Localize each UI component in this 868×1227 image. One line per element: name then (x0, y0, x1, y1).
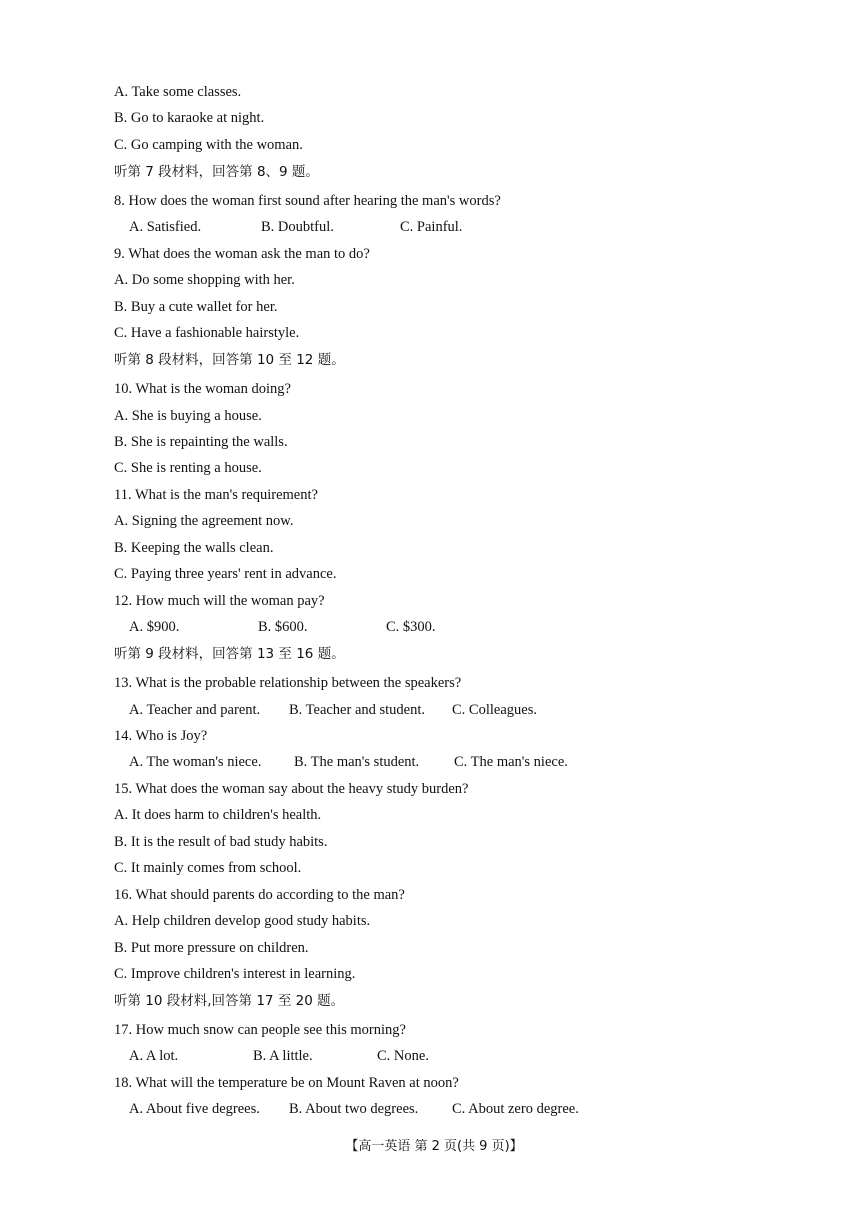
q7-option-c: C. Go camping with the woman. (114, 137, 303, 153)
q11-option-a: A. Signing the agreement now. (114, 513, 294, 529)
q16-option-c: C. Improve children's interest in learning. (114, 966, 356, 982)
section-instruction-9: 听第 9 段材料，回答第 13 至 16 题。 (114, 646, 345, 662)
question-13: 13. What is the probable relationship between the speakers? (114, 675, 462, 691)
question-14: 14. Who is Joy? (114, 728, 208, 744)
q10-option-c: C. She is renting a house. (114, 460, 262, 476)
section-instruction-10: 听第 10 段材料,回答第 17 至 20 题。 (114, 993, 345, 1009)
page-footer: 【高一英语 第 2 页(共 9 页)】 (345, 1139, 523, 1154)
q13-option-c: C. Colleagues. (452, 702, 537, 718)
question-11: 11. What is the man's requirement? (114, 487, 318, 503)
q8-option-b: B. Doubtful. (261, 219, 334, 235)
question-12: 12. How much will the woman pay? (114, 593, 325, 609)
q10-option-b: B. She is repainting the walls. (114, 434, 288, 450)
question-15: 15. What does the woman say about the heavy study burden? (114, 781, 469, 797)
q8-option-a: A. Satisfied. (129, 219, 202, 235)
q15-option-a: A. It does harm to children's health. (114, 807, 322, 823)
question-8: 8. How does the woman first sound after hearing the man's words? (114, 193, 501, 209)
q9-option-c: C. Have a fashionable hairstyle. (114, 325, 300, 341)
q18-option-c: C. About zero degree. (452, 1101, 579, 1117)
q11-option-c: C. Paying three years' rent in advance. (114, 566, 337, 582)
q12-option-c: C. $300. (386, 619, 436, 635)
q17-option-a: A. A lot. (129, 1048, 179, 1064)
q9-option-a: A. Do some shopping with her. (114, 272, 295, 288)
q15-option-c: C. It mainly comes from school. (114, 860, 302, 876)
q9-option-b: B. Buy a cute wallet for her. (114, 299, 278, 315)
q11-option-b: B. Keeping the walls clean. (114, 540, 274, 556)
question-9: 9. What does the woman ask the man to do? (114, 246, 370, 262)
q14-option-b: B. The man's student. (294, 754, 420, 770)
q17-option-b: B. A little. (253, 1048, 313, 1064)
question-17: 17. How much snow can people see this morning? (114, 1022, 406, 1038)
q18-option-a: A. About five degrees. (129, 1101, 260, 1117)
q12-option-a: A. $900. (129, 619, 180, 635)
q17-option-c: C. None. (377, 1048, 429, 1064)
q14-option-c: C. The man's niece. (454, 754, 568, 770)
q16-option-b: B. Put more pressure on children. (114, 940, 309, 956)
question-18: 18. What will the temperature be on Mount Raven at noon? (114, 1075, 459, 1091)
q7-option-b: B. Go to karaoke at night. (114, 110, 265, 126)
question-16: 16. What should parents do according to the man? (114, 887, 405, 903)
question-10: 10. What is the woman doing? (114, 381, 291, 397)
q12-option-b: B. $600. (258, 619, 308, 635)
section-instruction-8: 听第 8 段材料，回答第 10 至 12 题。 (114, 352, 345, 368)
q10-option-a: A. She is buying a house. (114, 408, 262, 424)
section-instruction-7: 听第 7 段材料，回答第 8、9 题。 (114, 164, 319, 180)
q16-option-a: A. Help children develop good study habits. (114, 913, 371, 929)
q15-option-b: B. It is the result of bad study habits. (114, 834, 328, 850)
q13-option-b: B. Teacher and student. (289, 702, 426, 718)
q8-option-c: C. Painful. (400, 219, 463, 235)
q18-option-b: B. About two degrees. (289, 1101, 419, 1117)
q14-option-a: A. The woman's niece. (129, 754, 262, 770)
q7-option-a: A. Take some classes. (114, 84, 242, 100)
q13-option-a: A. Teacher and parent. (129, 702, 261, 718)
